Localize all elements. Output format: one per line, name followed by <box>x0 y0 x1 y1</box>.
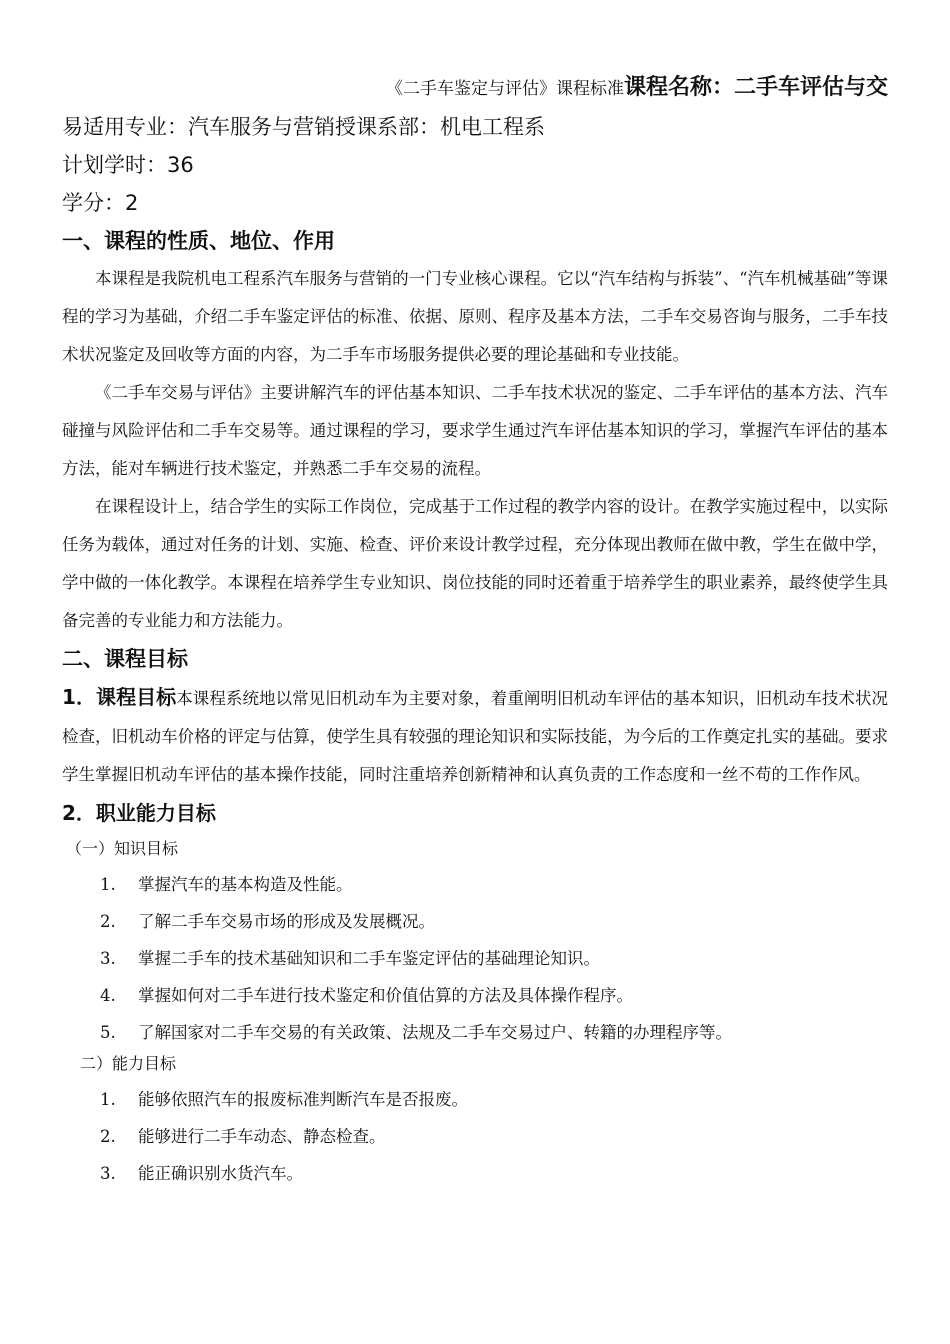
list-item <box>62 1014 888 1051</box>
list-item-number: 3. <box>100 949 116 968</box>
list-item <box>62 1081 888 1118</box>
section-1-heading: 一、课程的性质、地位、作用 <box>62 229 335 253</box>
list-item <box>62 866 888 903</box>
list-item <box>62 940 888 977</box>
course-name-lead: 课程名称：二手车评估与交 <box>623 75 888 100</box>
list-item-number: 5. <box>100 1023 116 1042</box>
course-goal-text: 本课程系统地以常见旧机动车为主要对象，着重阐明旧机动车评估的基本知识，旧机动车技术状况检查，旧机动车价格的评定与估算，使学生具有较强的理论知识和实际技能，为今后的工作奠定扎实的基础。要求学生掌握旧机动车评估的基本操作技能，同时注重培养创新精神和认真负责的工作态度和一丝不苟的工作作风。 <box>62 689 889 784</box>
list-item-text: 掌握二手车的技术基础知识和二手车鉴定评估的基础理论知识。 <box>138 949 600 968</box>
ability-goals-list <box>62 1081 888 1192</box>
list-item-text: 了解国家对二手车交易的有关政策、法规及二手车交易过户、转籍的办理程序等。 <box>138 1023 732 1042</box>
list-item <box>62 1118 888 1155</box>
list-item-number: 3. <box>100 1164 116 1183</box>
list-item-number: 1. <box>100 875 116 894</box>
course-goal-lead: 1．课程目标 <box>62 685 177 709</box>
knowledge-goals-list <box>62 866 888 1051</box>
course-goal-paragraph <box>62 678 888 794</box>
list-item-text: 能正确识别水货汽车。 <box>138 1164 303 1183</box>
list-item-text: 掌握如何对二手车进行技术鉴定和价值估算的方法及具体操作程序。 <box>138 986 633 1005</box>
document-page <box>62 68 888 1192</box>
list-item-number: 1. <box>100 1090 116 1109</box>
section-1-paragraph-1: 本课程是我院机电工程系汽车服务与营销的一门专业核心课程。它以“汽车结构与拆装”、“汽车机械基础”等课程的学习为基础，介绍二手车鉴定评估的标准、依据、原则、程序及基本方法，二手车交易咨询与服务，二手车技术状况鉴定及回收等方面的内容，为二手车市场服务提供必要的理论基础和专业技能。 <box>62 269 888 364</box>
section-1-paragraph-2: 《二手车交易与评估》主要讲解汽车的评估基本知识、二手车技术状况的鉴定、二手车评估的基本方法、汽车碰撞与风险评估和二手车交易等。通过课程的学习，要求学生通过汽车评估基本知识的学习，掌握汽车评估的基本方法，能对车辆进行技术鉴定，并熟悉二手车交易的流程。 <box>62 383 888 478</box>
list-item <box>62 903 888 940</box>
ability-goals-label: 二）能力目标 <box>80 1054 177 1073</box>
major-department-line: 易适用专业：汽车服务与营销授课系部：机电工程系 <box>62 115 545 139</box>
section-1-paragraph-3: 在课程设计上，结合学生的实际工作岗位，完成基于工作过程的教学内容的设计。在教学实施过程中，以实际任务为载体，通过对任务的计划、实施、检查、评价来设计教学过程，充分体现出教师在做中教，学生在做中学，学中做的一体化教学。本课程在培养学生专业知识、岗位技能的同时还着重于培养学生的职业素养，最终使学生具备完善的专业能力和方法能力。 <box>62 497 888 630</box>
list-item-number: 2. <box>100 1127 116 1146</box>
knowledge-goals-label: （一）知识目标 <box>66 839 179 858</box>
list-item <box>62 977 888 1014</box>
list-item-text: 能够进行二手车动态、静态检查。 <box>138 1127 386 1146</box>
section-2-heading: 二、课程目标 <box>62 647 188 671</box>
vocational-ability-heading: 2．职业能力目标 <box>62 801 216 825</box>
list-item <box>62 1155 888 1192</box>
list-item-number: 2. <box>100 912 116 931</box>
credits: 学分：2 <box>62 191 139 215</box>
list-item-text: 能够依照汽车的报废标准判断汽车是否报废。 <box>138 1090 468 1109</box>
planned-hours: 计划学时：36 <box>62 153 194 177</box>
list-item-text: 了解二手车交易市场的形成及发展概况。 <box>138 912 435 931</box>
document-header <box>62 68 888 108</box>
list-item-number: 4. <box>100 986 116 1005</box>
document-title: 《二手车鉴定与评估》课程标准 <box>385 79 624 99</box>
list-item-text: 掌握汽车的基本构造及性能。 <box>138 875 353 894</box>
